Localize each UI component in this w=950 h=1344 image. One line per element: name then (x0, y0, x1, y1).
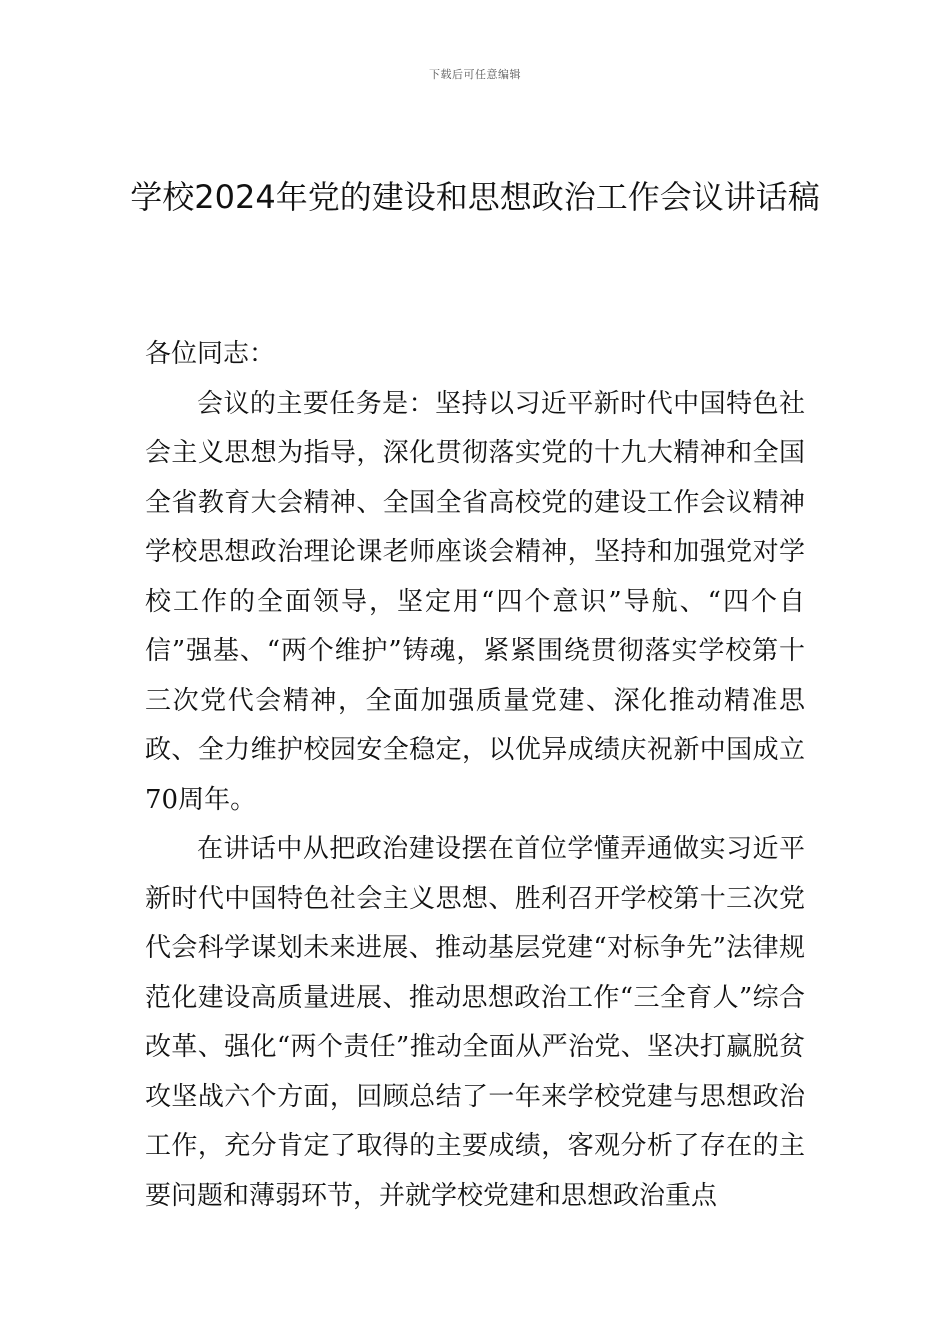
body-paragraph: 会议的主要任务是：坚持以习近平新时代中国特色社会主义思想为指导，深化贯彻落实党的十九大精神和全国全省教育大会精神、全国全省高校党的建设工作会议精神学校思想政治理论课老师座谈会精神，坚持和加强党对学校工作的全面领导，坚定用“四个意识”导航、“四个自信”强基、“两个维护”铸魂，紧紧围绕贯彻落实学校第十三次党代会精神，全面加强质量党建、深化推动精准思政、全力维护校园安全稳定，以优异成绩庆祝新中国成立70周年。 (145, 388, 805, 815)
body-paragraph: 在讲话中从把政治建设摆在首位学懂弄通做实习近平新时代中国特色社会主义思想、胜利召开学校第十三次党代会科学谋划未来进展、推动基层党建“对标争先”法律规范化建设高质量进展、推动思想政治工作“三全育人”综合改革、强化“两个责任”推动全面从严治党、坚决打赢脱贫攻坚战六个方面，回顾总结了一年来学校党建与思想政治工作，充分肯定了取得的主要成绩，客观分析了存在的主要问题和薄弱环节，并就学校党建和思想政治重点 (145, 834, 805, 1211)
document-body (145, 330, 805, 1221)
document-title: 学校2024年党的建设和思想政治工作会议讲话稿 (130, 178, 820, 216)
page-header-note: 下载后可任意编辑 (429, 68, 521, 81)
salutation: 各位同志： (145, 339, 276, 369)
